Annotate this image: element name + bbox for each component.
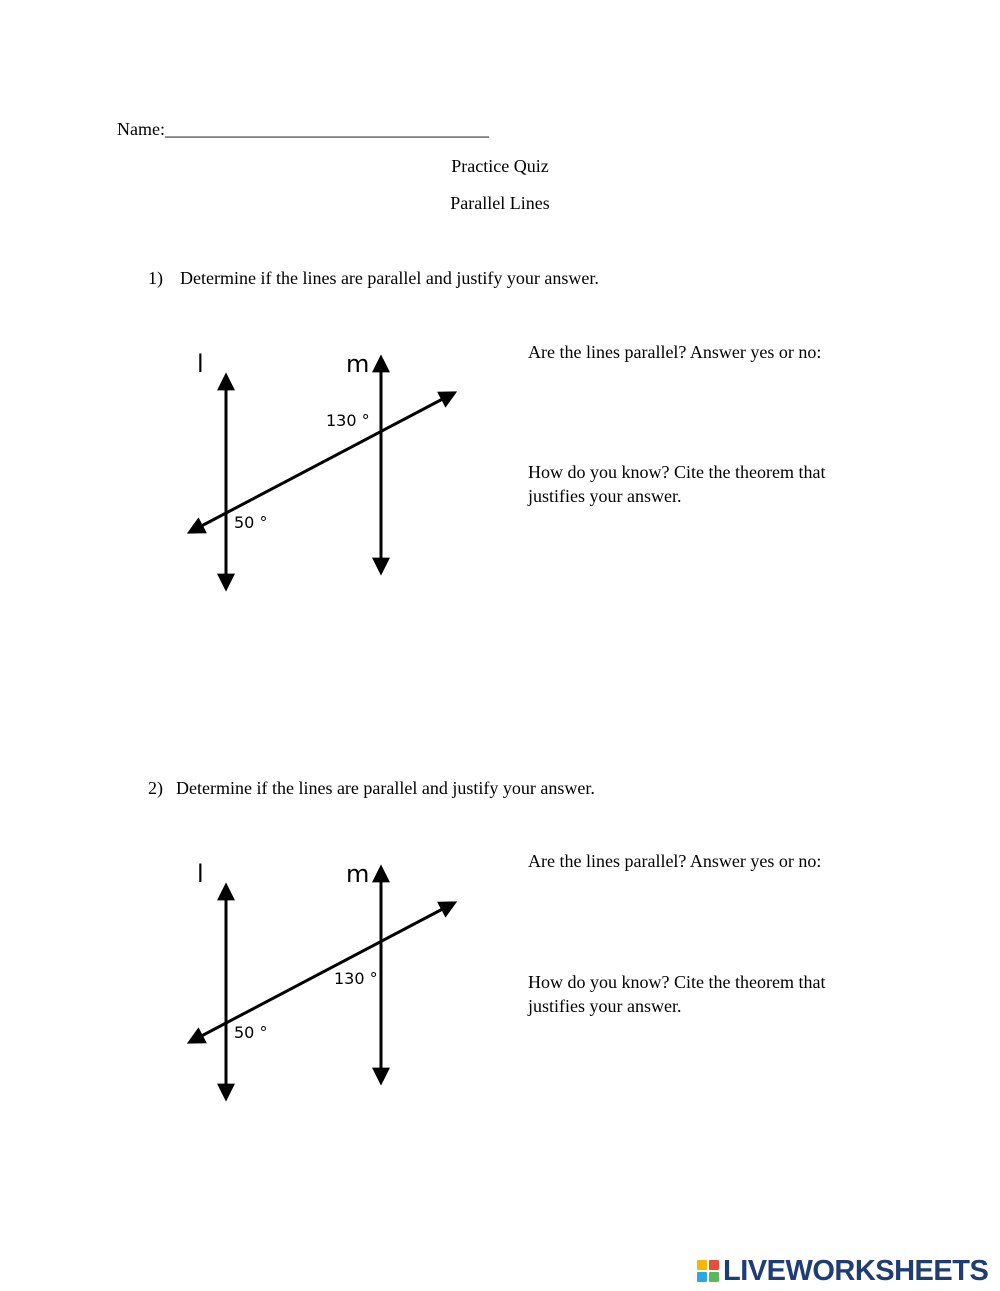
line-l-label: l [197,350,204,378]
question-1-parallel-question: Are the lines parallel? Answer yes or no: [528,342,822,362]
question-1-number: 1) [148,268,163,288]
logo-block [709,1260,719,1270]
line-m-label: m [346,860,370,888]
angle-top-label: 130 ° [334,969,378,988]
liveworksheets-logo [697,1255,988,1287]
angle-bottom-label: 50 ° [234,1023,268,1042]
angle-bottom-label: 50 ° [234,513,268,532]
page-subtitle: Parallel Lines [450,193,550,213]
logo-block [697,1272,707,1282]
question-2-parallel-question: Are the lines parallel? Answer yes or no: [528,851,822,871]
logo-blocks-icon [697,1260,719,1282]
question-2-number: 2) [148,778,163,798]
transversal-line [190,903,454,1042]
page-title: Practice Quiz [451,156,549,176]
line-l-label: l [197,860,204,888]
logo-block [709,1272,719,1282]
question-2-text: Determine if the lines are parallel and justify your answer. [176,778,595,798]
name-field [117,117,489,141]
name-blank-line: ____________________________________ [164,119,489,139]
transversal-line [190,393,454,532]
question-1-how-question: How do you know? Cite the theorem that justifies your answer. [528,462,826,506]
name-label: Name: [117,119,165,139]
question-1-prompt [148,266,599,290]
angle-top-label: 130 ° [326,411,370,430]
question-1-text: Determine if the lines are parallel and justify your answer. [180,268,599,288]
question-2-how-question: How do you know? Cite the theorem that justifies your answer. [528,972,826,1016]
question-2-prompt [148,776,595,800]
line-m-label: m [346,350,370,378]
logo-block [697,1260,707,1270]
logo-text: LIVEWORKSHEETS [723,1255,989,1287]
